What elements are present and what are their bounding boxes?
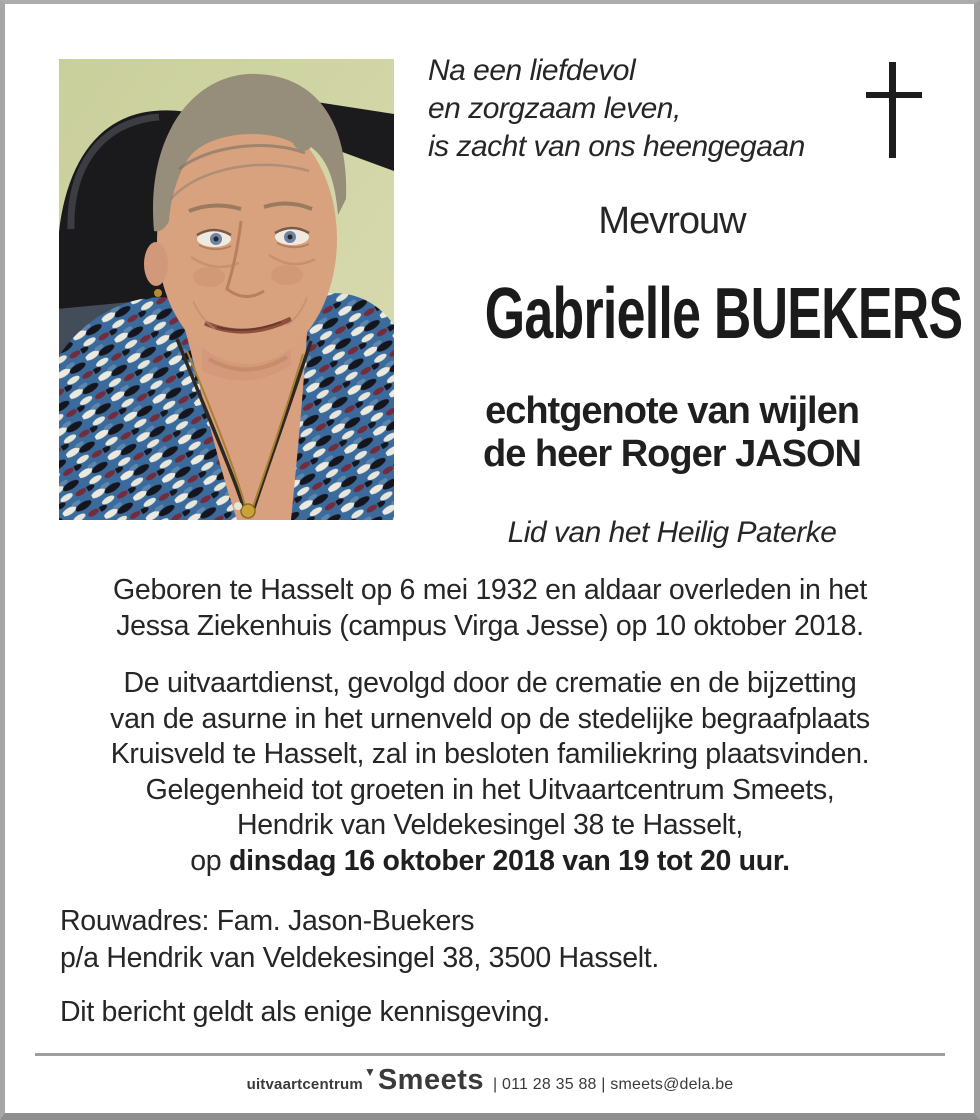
birth-death-paragraph	[0, 572, 980, 644]
address-line: Rouwadres: Fam. Jason-Buekers	[60, 905, 475, 937]
address-line: p/a Hendrik van Veldekesingel 38, 3500 Hasselt.	[60, 942, 660, 974]
service-paragraph	[0, 666, 980, 879]
text-line: Gelegenheid tot groeten in het Uitvaartcentrum Smeets,	[145, 773, 835, 806]
down-triangle-icon: ▼	[363, 1065, 376, 1079]
text-line: Kruisveld te Hasselt, zal in besloten familiekring plaatsvinden.	[110, 738, 870, 770]
relation-block	[412, 390, 932, 476]
cross-horizontal-bar	[866, 92, 922, 98]
salutation: Mevrouw	[598, 200, 746, 242]
opening-line: is zacht van ons heengegaan	[428, 130, 805, 163]
visitation-date-line	[0, 844, 980, 880]
date-prefix: op	[190, 844, 229, 877]
text-line: De uitvaartdienst, gevolgd door de crematie en de bijzetting	[123, 667, 857, 699]
footer-contact: | 011 28 35 88 | smeets@dela.be	[493, 1076, 734, 1093]
funeral-home-footer	[0, 1064, 980, 1097]
text-line: Hendrik van Veldekesingel 38 te Hasselt,	[236, 809, 744, 841]
membership-line: Lid van het Heilig Paterke	[507, 516, 837, 549]
text-line: van de asurne in het urnenveld op de stedelijke begraafplaats	[110, 702, 870, 735]
visitation-date-bold: dinsdag 16 oktober 2018 van 19 tot 20 uur.	[228, 844, 790, 877]
brand-name: Smeets	[377, 1064, 485, 1096]
portrait-photo	[59, 59, 394, 520]
deceased-name: Gabrielle BUEKERS	[484, 274, 963, 354]
cross-icon	[866, 62, 922, 158]
opening-line: Na een liefdevol	[428, 54, 636, 87]
relation-line: echtgenote van wijlen	[485, 390, 859, 432]
cross-vertical-bar	[889, 62, 896, 158]
mourning-address	[60, 903, 659, 977]
footer-divider	[35, 1053, 945, 1056]
text-line: Geboren te Hasselt op 6 mei 1932 en aldaar overleden in het	[113, 574, 867, 606]
text-line: Jessa Ziekenhuis (campus Virga Jesse) op 10 oktober 2018.	[116, 610, 864, 642]
closing-notice: Dit bericht geldt als enige kennisgeving.	[60, 996, 550, 1028]
brand-prefix: uitvaartcentrum	[246, 1076, 363, 1093]
opening-line: en zorgzaam leven,	[428, 92, 681, 125]
relation-line: de heer Roger JASON	[483, 433, 861, 475]
opening-verse	[428, 52, 805, 166]
